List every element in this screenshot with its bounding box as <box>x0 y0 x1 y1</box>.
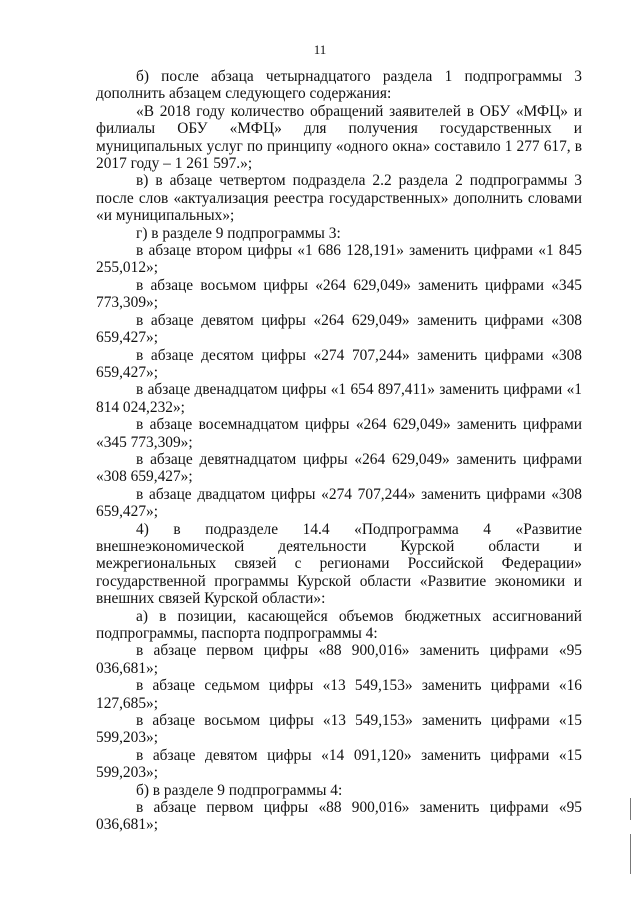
paragraph: в абзаце десятом цифры «274 707,244» заменить цифрами «308 659,427»; <box>96 346 582 381</box>
paragraph: г) в разделе 9 подпрограммы 3: <box>136 224 341 242</box>
paragraph: в абзаце восемнадцатом цифры «264 629,049» заменить цифрами «345 773,309»; <box>96 416 582 451</box>
paragraph: в абзаце втором цифры «1 686 128,191» заменить цифрами «1 845 255,012»; <box>96 242 582 277</box>
paragraph: б) после абзаца четырнадцатого раздела 1 подпрограммы 3 дополнить абзацем следующего содержания: <box>96 68 582 103</box>
page-number: 11 <box>313 42 327 57</box>
paragraph: в) в абзаце четвертом подраздела 2.2 раздела 2 подпрограммы 3 после слов «актуализация реестра государственных» дополнить словами «и муниципальных»; <box>96 172 582 225</box>
document-body <box>96 68 582 834</box>
paragraph: в абзаце девятнадцатом цифры «264 629,049» заменить цифрами «308 659,427»; <box>96 450 582 486</box>
paragraph: 4) в подразделе 14.4 «Подпрограмма 4 «Развитие внешнеэкономической деятельности Курской области и межрегиональных связей с регионами Российской Федерации» государственной программы Курской области «Развитие экономики и внешних связей Курской области»: <box>96 520 582 608</box>
paragraph: в абзаце седьмом цифры «13 549,153» заменить цифрами «16 127,685»; <box>96 677 582 712</box>
paragraph: в абзаце первом цифры «88 900,016» заменить цифрами «95 036,681»; <box>96 799 582 834</box>
paragraph: «В 2018 году количество обращений заявителей в ОБУ «МФЦ» и филиалы ОБУ «МФЦ» для получения государственных и муниципальных услуг по принципу «одного окна» составило 1 277 617, в 2017 году – 1 261 597.»; <box>96 102 582 173</box>
paragraph: в абзаце двенадцатом цифры «1 654 897,411» заменить цифрами «1 814 024,232»; <box>96 381 582 416</box>
paragraph: а) в позиции, касающейся объемов бюджетных ассигнований подпрограммы, паспорта подпрограммы 4: <box>96 607 582 642</box>
scan-edge-mark <box>630 798 631 820</box>
paragraph: в абзаце девятом цифры «14 091,120» заменить цифрами «15 599,203»; <box>96 746 582 782</box>
paragraph: в абзаце двадцатом цифры «274 707,244» заменить цифрами «308 659,427»; <box>96 485 582 521</box>
paragraph: в абзаце первом цифры «88 900,016» заменить цифрами «95 036,681»; <box>96 642 582 677</box>
paragraph: б) в разделе 9 подпрограммы 4: <box>136 781 343 799</box>
paragraph: в абзаце девятом цифры «264 629,049» заменить цифрами «308 659,427»; <box>96 311 582 347</box>
scan-edge-mark <box>630 834 631 874</box>
paragraph: в абзаце восьмом цифры «264 629,049» заменить цифрами «345 773,309»; <box>96 276 582 312</box>
paragraph: в абзаце восьмом цифры «13 549,153» заменить цифрами «15 599,203»; <box>96 712 582 747</box>
